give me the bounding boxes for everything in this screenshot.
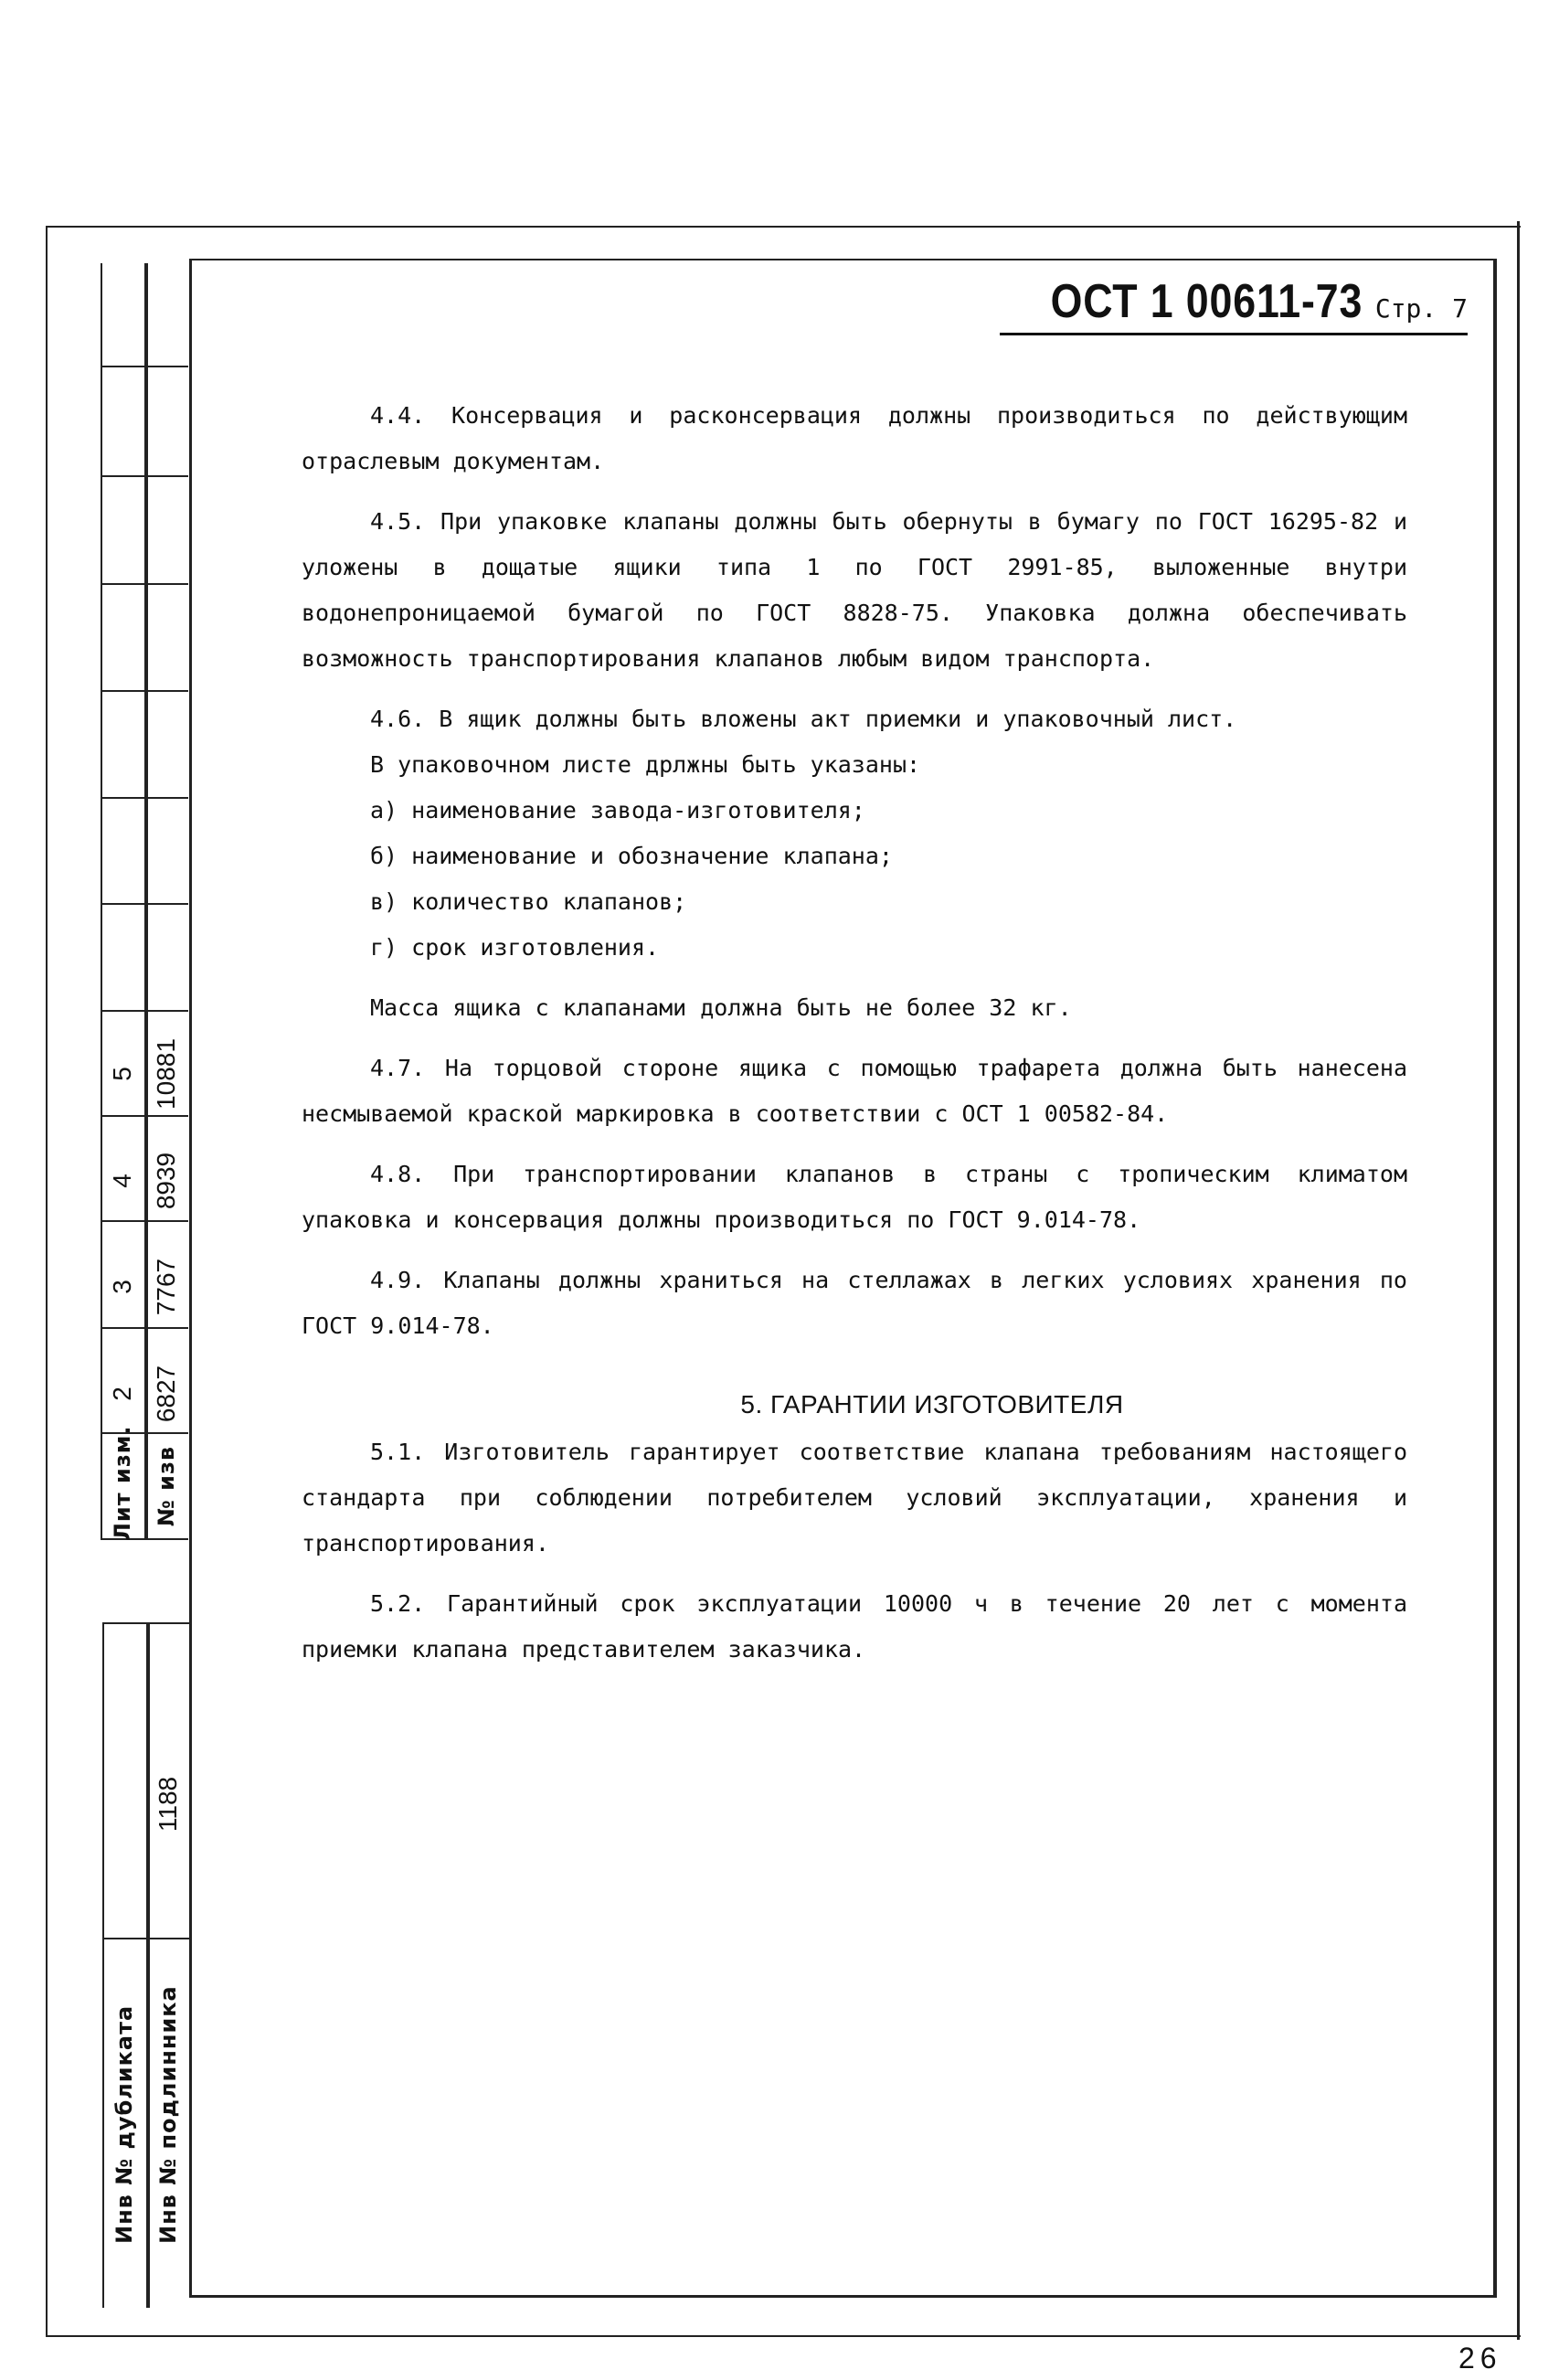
rev-lit-3: 3 xyxy=(108,1280,136,1294)
paragraph-4-6: 4.6. В ящик должны быть вложены акт приемки и упаковочный лист. xyxy=(370,706,1237,732)
side-grid-line xyxy=(102,1622,190,1624)
doc-code: ОСТ 1 00611-73 xyxy=(1050,275,1363,328)
inner-frame-left-edge xyxy=(189,259,192,2298)
label-lit-izm: Лит изм. xyxy=(110,1425,135,1541)
paragraph-4-9: 4.9. Клапаны должны храниться на стеллажах в легких условиях хранения по ГОСТ 9.014-78. xyxy=(302,1267,1407,1339)
label-inv-duplicate: Инв № дубликата xyxy=(111,2004,137,2244)
rev-num-8939: 8939 xyxy=(152,1152,180,1210)
rev-num-6827: 6827 xyxy=(152,1365,180,1423)
label-inv-original: Инв № подлинника xyxy=(155,1985,181,2244)
document-body xyxy=(302,393,1407,1687)
orig-inventory-number: 1188 xyxy=(154,1776,182,1833)
side-grid-line xyxy=(101,475,188,477)
list-item: б) наименование и обозначение клапана; xyxy=(370,843,893,869)
side-grid-line xyxy=(101,690,188,692)
outer-frame-right-edge xyxy=(1517,221,1520,2340)
side-stamp-top-divider xyxy=(144,263,146,1538)
list-item: в) количество клапанов; xyxy=(370,888,687,915)
list-intro: В упаковочном листе дрлжны быть указаны: xyxy=(370,751,921,778)
side-stamp-bottom-divider xyxy=(146,1622,148,2308)
doc-page-label: Стр. 7 xyxy=(1374,293,1468,324)
rev-lit-2: 2 xyxy=(108,1387,136,1401)
paragraph-4-5: 4.5. При упаковке клапаны должны быть обернуты в бумагу по ГОСТ 16295-82 и уложены в дощатые ящики типа 1 по ГОСТ 2991-85, выложенные внутри водонепроницаемой бумагой по ГОСТ 8828-75. Упаковка должна обеспечивать возможность транспортирования клапанов любым видом транспорта. xyxy=(302,508,1407,672)
label-nom-izv: № изв xyxy=(154,1445,179,1527)
outer-frame-bottom-edge xyxy=(46,2335,1521,2337)
list-item: г) срок изготовления. xyxy=(370,934,660,961)
rev-lit-4: 4 xyxy=(108,1174,136,1188)
rev-num-10881: 10881 xyxy=(152,1038,180,1110)
paragraph-4-8: 4.8. При транспортировании клапанов в страны с тропическим климатом упаковка и консервация должны производиться по ГОСТ 9.014-78. xyxy=(302,1161,1407,1233)
side-grid-line xyxy=(101,797,188,799)
side-grid-line xyxy=(101,583,188,585)
side-grid-line xyxy=(101,366,188,367)
page-number: 26 xyxy=(1458,2342,1502,2375)
side-grid-line xyxy=(101,1010,188,1012)
paragraph-mass: Масса ящика с клапанами должна быть не более 32 кг. xyxy=(370,994,1072,1021)
paragraph-4-7: 4.7. На торцовой стороне ящика с помощью трафарета должна быть нанесена несмываемой краской маркировка в соответствии с ОСТ 1 00582-84. xyxy=(302,1055,1407,1127)
paragraph-5-2: 5.2. Гарантийный срок эксплуатации 10000 ч в течение 20 лет с момента приемки клапана представителем заказчика. xyxy=(302,1590,1407,1663)
paragraph-4-4: 4.4. Консервация и расконсервация должны производиться по действующим отраслевым документам. xyxy=(302,402,1407,474)
paragraph-5-1: 5.1. Изготовитель гарантирует соответствие клапана требованиям настоящего стандарта при соблюдении потребителем условий эксплуатации, хранения и транспортирования. xyxy=(302,1439,1407,1557)
side-stamp-top xyxy=(101,263,148,1538)
side-grid-line xyxy=(101,903,188,905)
rev-lit-5: 5 xyxy=(108,1067,136,1081)
section-5-title: 5. ГАРАНТИИ ИЗГОТОВИТЕЛЯ xyxy=(740,1390,1124,1418)
rev-num-7767: 7767 xyxy=(152,1258,180,1316)
side-grid-line xyxy=(102,1938,190,1939)
list-item: а) наименование завода-изготовителя; xyxy=(370,797,865,823)
doc-header xyxy=(1000,274,1468,335)
